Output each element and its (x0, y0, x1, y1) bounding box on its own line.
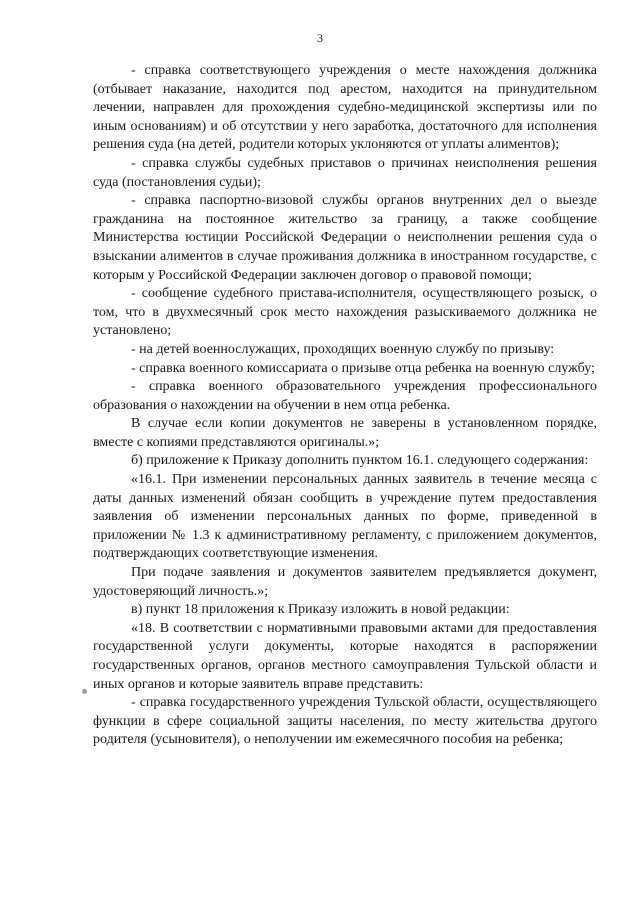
paragraph: «18. В соответствии с нормативными правовыми актами для предоставления государственной услуги документы, которые находятся в распоряжении государственных органов, органов местного самоуправления Тульской области и иных органов и которые заявитель вправе представить: (93, 620, 597, 692)
paragraph: - на детей военнослужащих, проходящих военную службу по призыву: (131, 341, 555, 357)
paragraph: б) приложение к Приказу дополнить пунктом 16.1. следующего содержания: (131, 453, 589, 469)
paragraph: - справка соответствующего учреждения о месте нахождения должника (отбывает наказание, находится под арестом, находится на принудительном лечении, направлен для прохождения судебно-медицинской экспертизы или по иным основаниям) и об отсутствии у него заработка, достаточного для исполнения решения суда (на детей, родители которых уклоняются от уплаты алиментов); (93, 63, 597, 153)
paragraph: - справка военного комиссариата о призыве отца ребенка на военную службу; (131, 360, 595, 376)
paragraph: В случае если копии документов не заверены в установленном порядке, вместе с копиями представляются оригиналы.»; (93, 416, 597, 450)
paragraph: - справка паспортно-визовой службы органов внутренних дел о выезде гражданина на постоянное жительство за границу, а также сообщение Министерства юстиции Российской Федерации о неисполнении решения суда о взыскании алиментов в случае проживания должника в иностранном государстве, с которым у Российской Федерации заключен договор о правовой помощи; (93, 193, 597, 283)
paragraph: - сообщение судебного пристава-исполнителя, осуществляющего розыск, о том, что в двухмесячный срок место нахождения разыскиваемого должника не установлено; (93, 286, 597, 339)
margin-dot (82, 689, 87, 694)
paragraph: в) пункт 18 приложения к Приказу изложить в новой редакции: (131, 602, 510, 618)
paragraph: - справка государственного учреждения Тульской области, осуществляющего функции в сфере социальной защиты населения, по месту жительства другого родителя (усыновителя), о неполучении им ежемесячного пособия на ребенка; (93, 695, 597, 748)
paragraph: «16.1. При изменении персональных данных заявитель в течение месяца с даты данных изменений обязан сообщить в учреждение путем предоставления заявления об изменении персональных данных по форме, приведенной в приложении № 1.3 к административному регламенту, с приложением документов, подтверждающих соответствующие изменения. (93, 472, 597, 562)
paragraph: - справка военного образовательного учреждения профессионального образования о нахождении на обучении в нем отца ребенка. (93, 379, 597, 413)
paragraph: При подаче заявления и документов заявителем предъявляется документ, удостоверяющий личность.»; (93, 565, 597, 599)
page-number: 3 (317, 31, 323, 45)
paragraph: - справка службы судебных приставов о причинах неисполнения решения суда (постановления судьи); (93, 155, 597, 190)
document-body (93, 62, 597, 750)
